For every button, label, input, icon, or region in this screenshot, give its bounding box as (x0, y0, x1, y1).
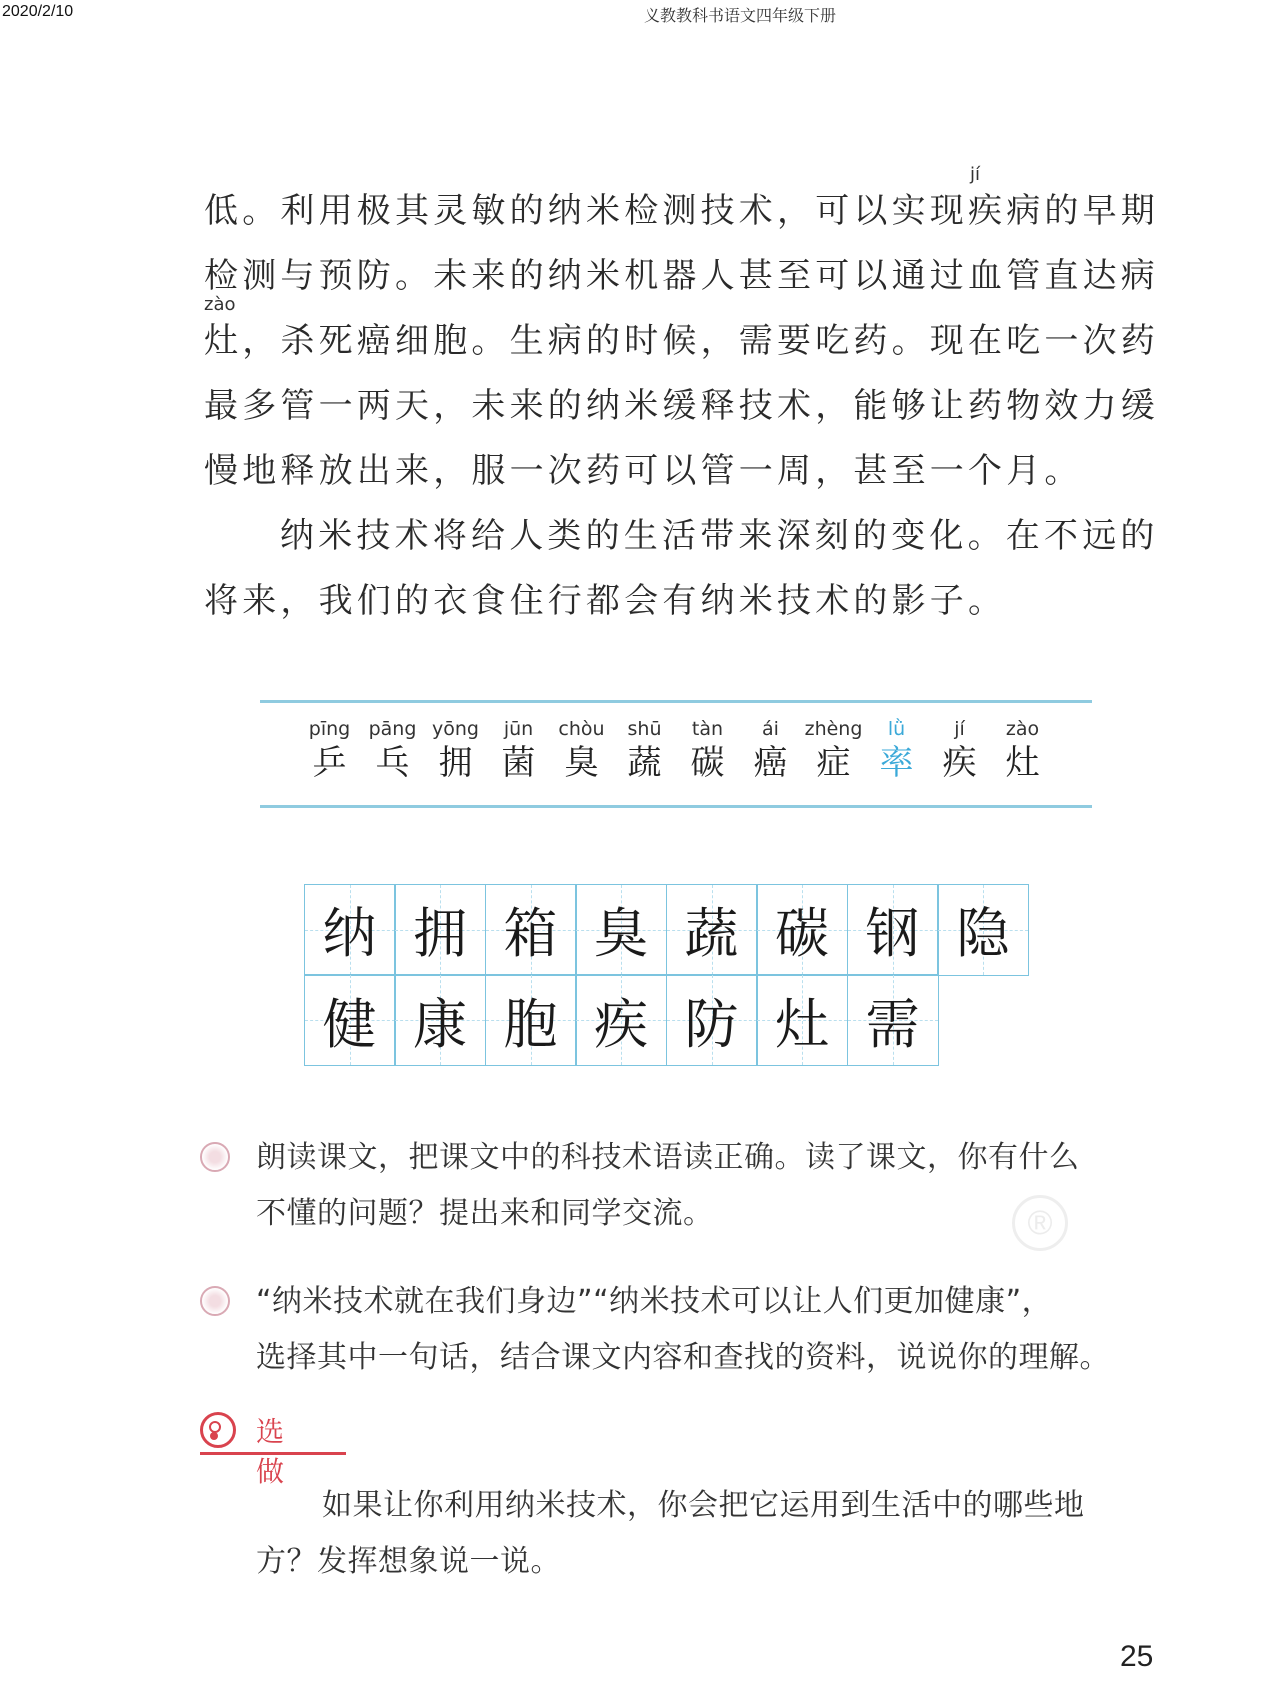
optional-section-heading (200, 1410, 346, 1488)
grid-char: 胞 (503, 992, 558, 1056)
character: 碳 (690, 743, 725, 783)
exercise-1 (200, 1130, 1160, 1242)
pinyin-char-item (991, 718, 1054, 784)
pinyin: zào (1005, 718, 1040, 740)
passage (204, 158, 1164, 641)
optional-line: 如果让你利用纳米技术，你会把它运用到生活中的哪些地 (322, 1488, 1085, 1523)
pinyin: tàn (691, 718, 724, 740)
exercise-2 (200, 1274, 1160, 1386)
pinyin-char-item (739, 718, 802, 784)
pinyin-char-item (361, 718, 424, 784)
pinyin-char-item (928, 718, 991, 784)
passage-line: 慢地释放出来，服一次药可以管一周，甚至一个月。 (204, 451, 1083, 491)
pinyin: jūn (503, 718, 534, 740)
grid-cell (394, 884, 486, 976)
grid-cell (756, 884, 848, 976)
grid-char: 臭 (594, 902, 648, 965)
grid-char: 碳 (775, 902, 829, 965)
exercise-seal-icon (200, 1286, 230, 1316)
registered-watermark-icon: ® (1012, 1195, 1068, 1251)
grid-row (305, 976, 1029, 1067)
writing-grid (305, 885, 1029, 1066)
character: 症 (816, 743, 851, 783)
grid-char: 防 (684, 992, 739, 1056)
pinyin: lǜ (887, 718, 906, 740)
pinyin-char-item (550, 718, 613, 784)
character: 菌 (501, 743, 536, 783)
grid-cell (485, 884, 577, 976)
grid-cell (666, 974, 758, 1066)
passage-line: 将来，我们的衣食住行都会有纳米技术的影子。 (204, 581, 1007, 621)
optional-line: 方？发挥想象说一说。 (256, 1544, 561, 1579)
grid-char: 钢 (865, 902, 920, 965)
grid-char: 康 (413, 992, 467, 1056)
grid-char: 疾 (594, 992, 648, 1056)
grid-cell (847, 884, 939, 976)
grid-char: 隐 (956, 902, 1010, 965)
grid-char: 拥 (413, 902, 467, 965)
character: 乓 (375, 743, 410, 783)
grid-cell (756, 974, 848, 1066)
exercise-line: 选择其中一句话，结合课文内容和查找的资料，说说你的理解。 (256, 1340, 1110, 1375)
pinyin: jí (954, 718, 965, 740)
pinyin: pāng (368, 718, 417, 740)
passage-line: 检测与预防。未来的纳米机器人甚至可以通过血管直达病 (204, 256, 1159, 296)
pinyin: pīng (308, 718, 351, 740)
optional-label: 选做 (256, 1415, 303, 1488)
grid-char: 健 (322, 992, 377, 1056)
header-title: 义教教科书语文四年级下册 (643, 6, 836, 25)
grid-cell (485, 974, 577, 1066)
pinyin-char-item (487, 718, 550, 784)
grid-char: 需 (865, 992, 920, 1056)
optional-task-text (200, 1478, 1160, 1590)
grid-cell (847, 974, 939, 1066)
grid-char: 纳 (322, 902, 377, 965)
grid-cell (575, 884, 667, 976)
new-characters-pinyin-bar (260, 700, 1092, 808)
pinyin: yōng (432, 718, 479, 740)
passage-line: 灶，杀死癌细胞。生病的时候，需要吃药。现在吃一次药 (204, 321, 1159, 361)
character: 癌 (753, 743, 788, 783)
exercise-line: 朗读课文，把课文中的科技术语读正确。读了课文，你有什么 (256, 1140, 1080, 1175)
grid-cell (575, 974, 667, 1066)
exercise-seal-icon (200, 1142, 230, 1172)
pinyin: shū (627, 718, 662, 740)
character: 乒 (312, 743, 347, 783)
ruby-annotation-zao: zào (204, 294, 236, 315)
exercise-line: 不懂的问题？提出来和同学交流。 (256, 1196, 714, 1231)
pinyin-char-item (613, 718, 676, 784)
grid-row (305, 885, 1029, 976)
ruby-annotation-ji: jí (970, 164, 981, 185)
pinyin: zhèng (804, 718, 863, 740)
passage-line: 低。利用极其灵敏的纳米检测技术，可以实现疾病的早期 (204, 191, 1159, 231)
passage-line: 纳米技术将给人类的生活带来深刻的变化。在不远的 (280, 516, 1159, 556)
character: 臭 (564, 743, 599, 783)
grid-char: 箱 (503, 902, 558, 965)
character: 灶 (1005, 743, 1040, 783)
character: 疾 (942, 743, 977, 783)
grid-cell (666, 884, 758, 976)
page-number: 25 (1120, 1640, 1154, 1673)
grid-cell (304, 884, 396, 976)
grid-cell (394, 974, 486, 1066)
character: 拥 (438, 743, 473, 783)
optional-task-icon (200, 1412, 236, 1448)
pinyin-char-item (676, 718, 739, 784)
grid-cell (304, 974, 396, 1066)
character: 蔬 (627, 743, 662, 783)
pinyin: chòu (558, 718, 605, 740)
pinyin-char-item (298, 718, 361, 784)
character: 率 (879, 743, 914, 783)
passage-line: 最多管一两天，未来的纳米缓释技术，能够让药物效力缓 (204, 386, 1159, 426)
grid-char: 蔬 (684, 902, 739, 965)
grid-char: 灶 (775, 992, 829, 1056)
pinyin-char-item-highlighted (865, 718, 928, 784)
exercise-line: “纳米技术就在我们身边”“纳米技术可以让人们更加健康”， (256, 1284, 1053, 1319)
header-date: 2020/2/10 (2, 3, 74, 20)
pinyin: ái (762, 718, 779, 740)
grid-cell (937, 884, 1029, 976)
pinyin-char-item (802, 718, 865, 784)
pinyin-char-item (424, 718, 487, 784)
